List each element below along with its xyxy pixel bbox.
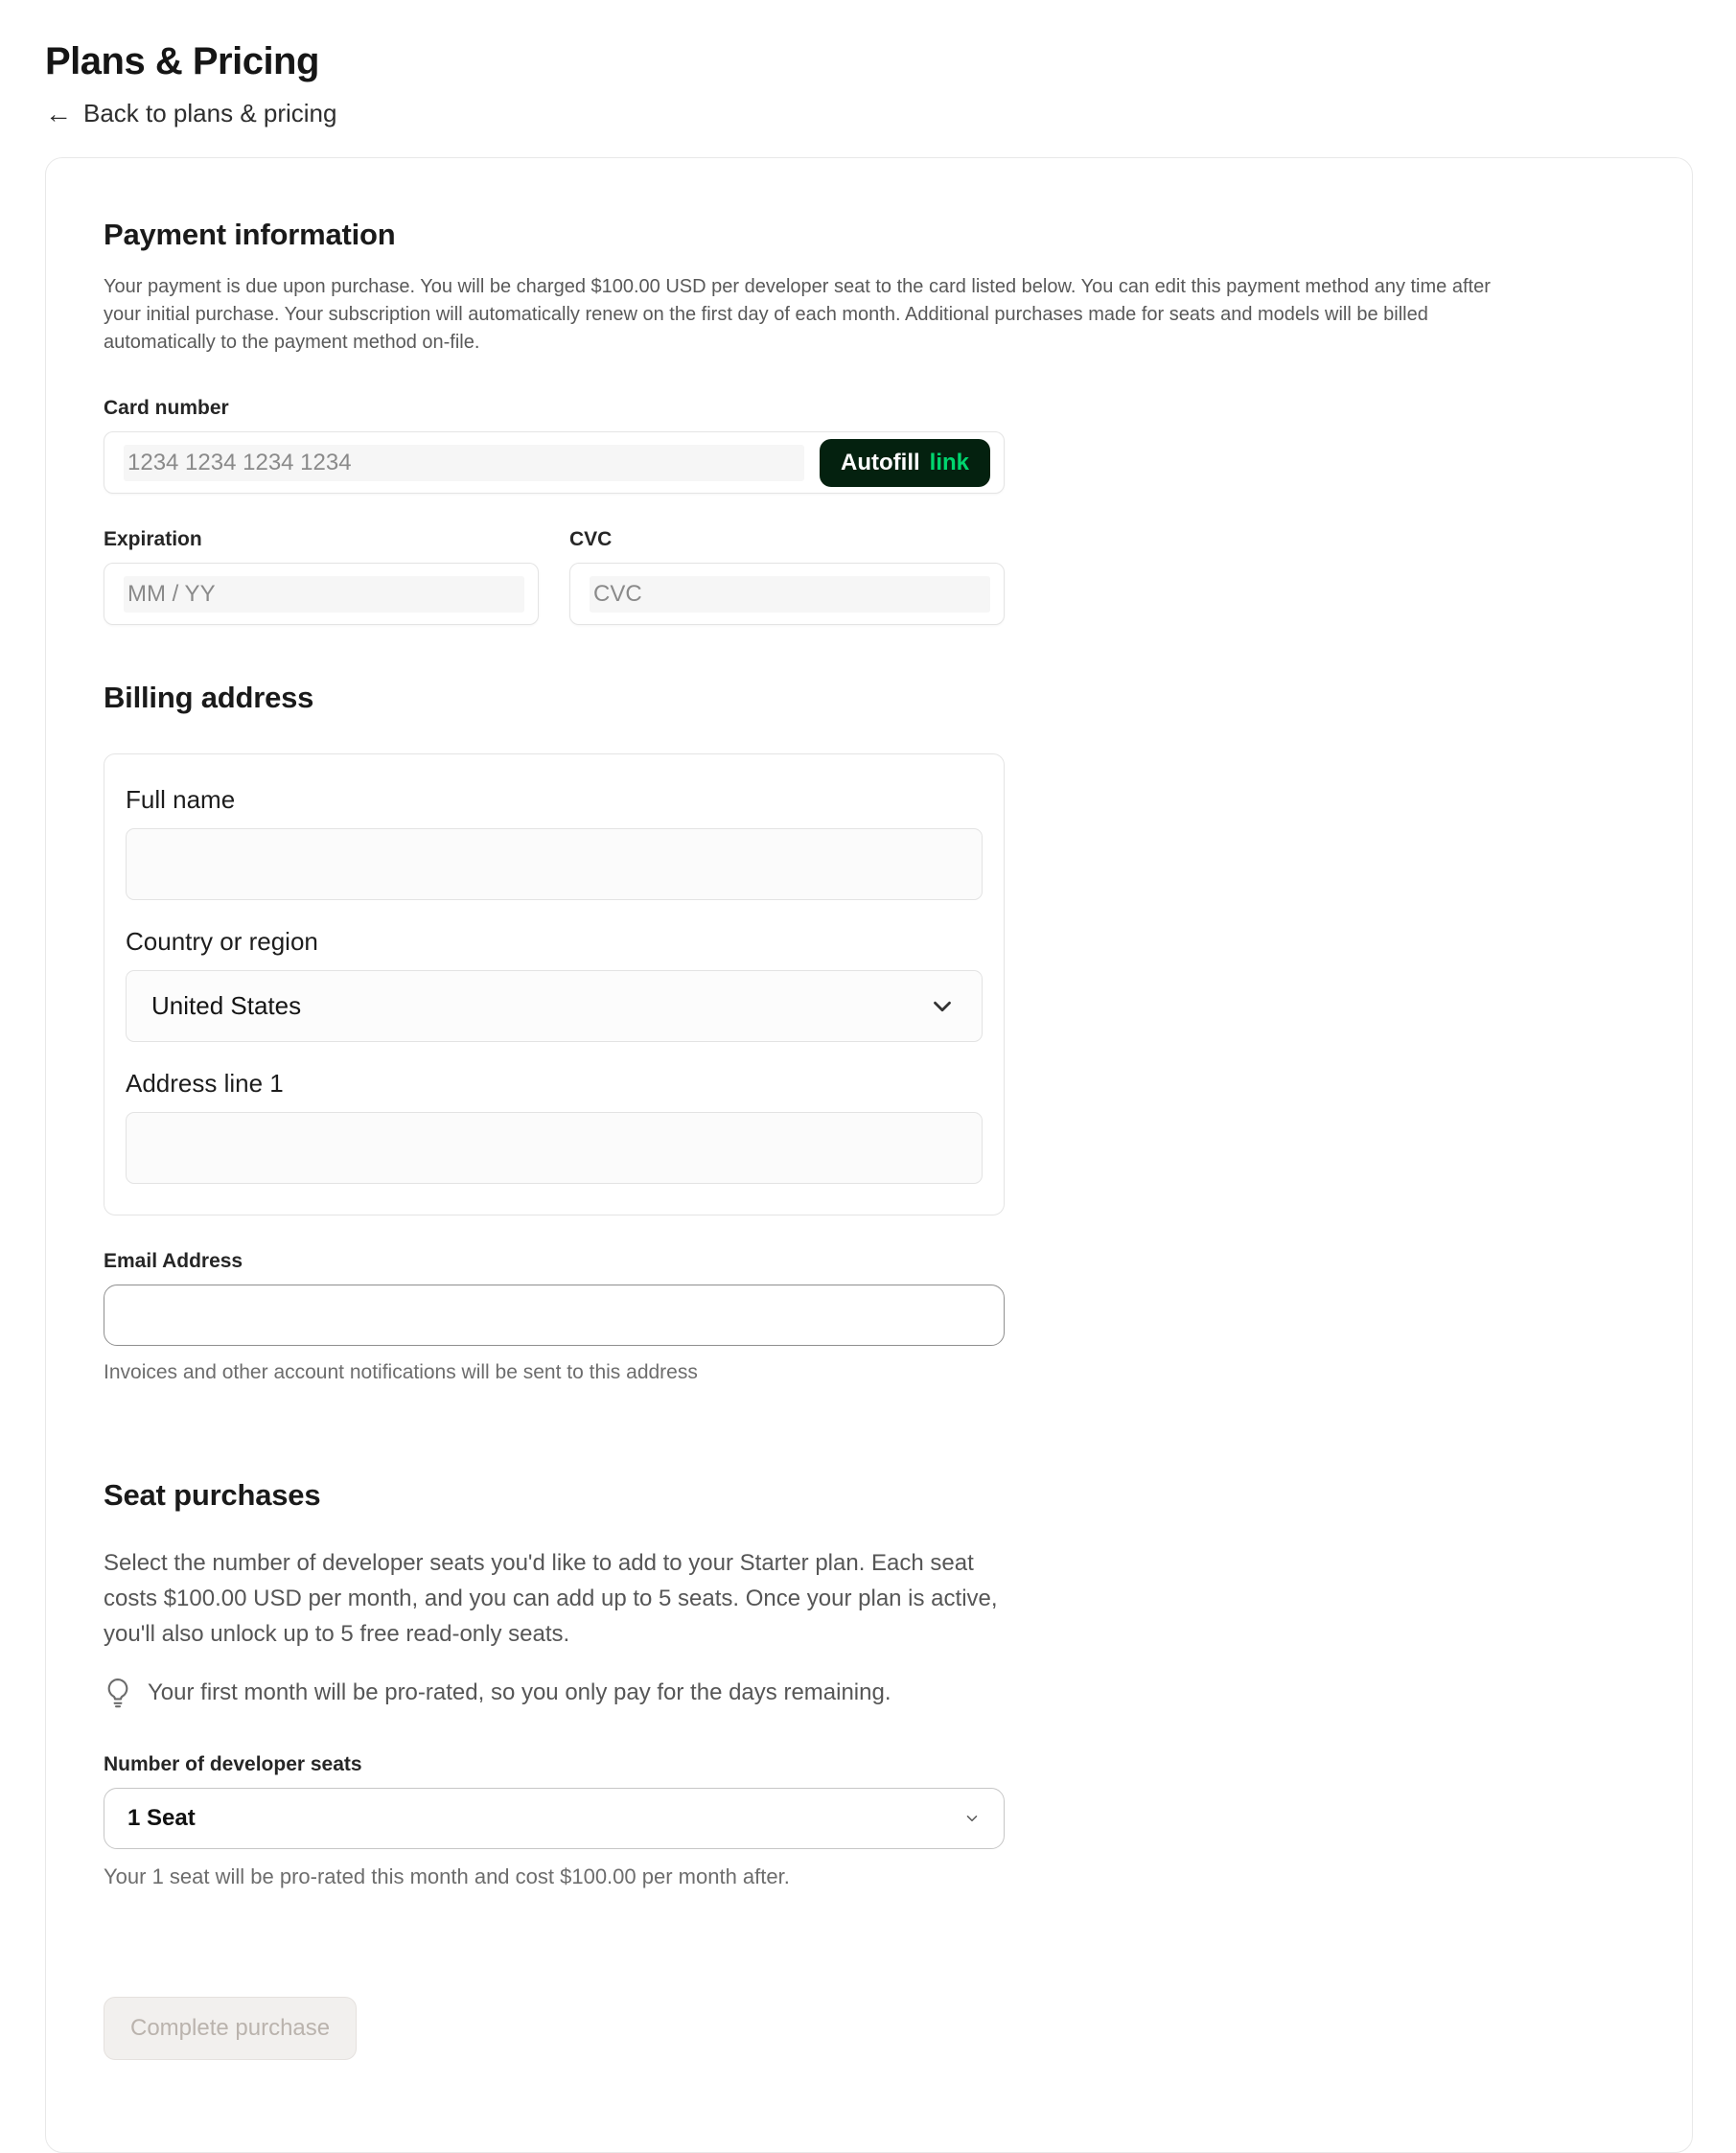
billing-address-box (104, 753, 1005, 1215)
autofill-link-badge[interactable] (820, 439, 990, 487)
email-input[interactable] (104, 1285, 1005, 1346)
full-name-label: Full name (126, 785, 236, 814)
seat-purchases-description: Select the number of developer seats you'd like to add to your Starter plan. Each seat costs $100.00 USD per month, and you can add up to 5 seats. Once your plan is active, you'll also unlock up to 5 free read-only seats. (104, 1550, 998, 1647)
expiration-column (104, 494, 539, 625)
cvc-field (569, 563, 1005, 625)
seat-count-value: 1 Seat (127, 1805, 196, 1831)
seat-count-label: Number of developer seats (104, 1753, 362, 1775)
page-header (45, 40, 1693, 128)
billing-address-heading: Billing address (104, 681, 314, 714)
seat-purchases-heading: Seat purchases (104, 1478, 321, 1512)
cvc-column (569, 494, 1005, 625)
back-arrow-icon: ← (45, 98, 72, 128)
address-line1-input[interactable] (126, 1112, 983, 1184)
pro-rated-tip-text: Your first month will be pro-rated, so you only pay for the days remaining. (148, 1679, 891, 1705)
email-label: Email Address (104, 1250, 243, 1272)
country-label: Country or region (126, 927, 318, 956)
pro-rated-tip (104, 1677, 1005, 1709)
expiration-input[interactable] (124, 576, 524, 613)
country-select[interactable] (126, 970, 983, 1042)
expiration-field (104, 563, 539, 625)
payment-information-heading: Payment information (104, 218, 396, 251)
cvc-input[interactable] (590, 576, 990, 613)
expiration-label: Expiration (104, 528, 202, 550)
card-number-field (104, 431, 1005, 494)
chevron-down-icon (928, 992, 957, 1021)
seat-count-select[interactable] (104, 1788, 1005, 1849)
country-select-value: United States (151, 991, 302, 1020)
expiration-cvc-row (104, 494, 1005, 625)
cvc-label: CVC (569, 528, 613, 550)
payment-form (104, 397, 1005, 2060)
seat-helper-text: Your 1 seat will be pro-rated this month and cost $100.00 per month after. (104, 1864, 790, 1888)
back-link[interactable] (45, 99, 336, 128)
lightbulb-icon (104, 1677, 132, 1709)
email-helper-text: Invoices and other account notifications will be sent to this address (104, 1361, 698, 1383)
address-line1-label: Address line 1 (126, 1069, 284, 1098)
back-link-label: Back to plans & pricing (83, 99, 337, 127)
complete-purchase-button[interactable]: Complete purchase (104, 1997, 357, 2060)
full-name-input[interactable] (126, 828, 983, 900)
checkout-card (45, 157, 1693, 2153)
card-number-input[interactable] (124, 445, 804, 481)
payment-description: Your payment is due upon purchase. You will be charged $100.00 USD per developer seat to the card listed below. You can edit this payment method any time after your initial purchase. Your subscription will automatically renew on the first day of each month. Additional purchases made for seats and models will be billed automatically to the payment method on-file. (104, 276, 1491, 353)
autofill-label: Autofill (841, 449, 920, 475)
link-brand-label: link (929, 449, 969, 475)
page-title: Plans & Pricing (45, 40, 319, 82)
chevron-down-icon (963, 1810, 981, 1827)
card-number-label: Card number (104, 397, 229, 419)
